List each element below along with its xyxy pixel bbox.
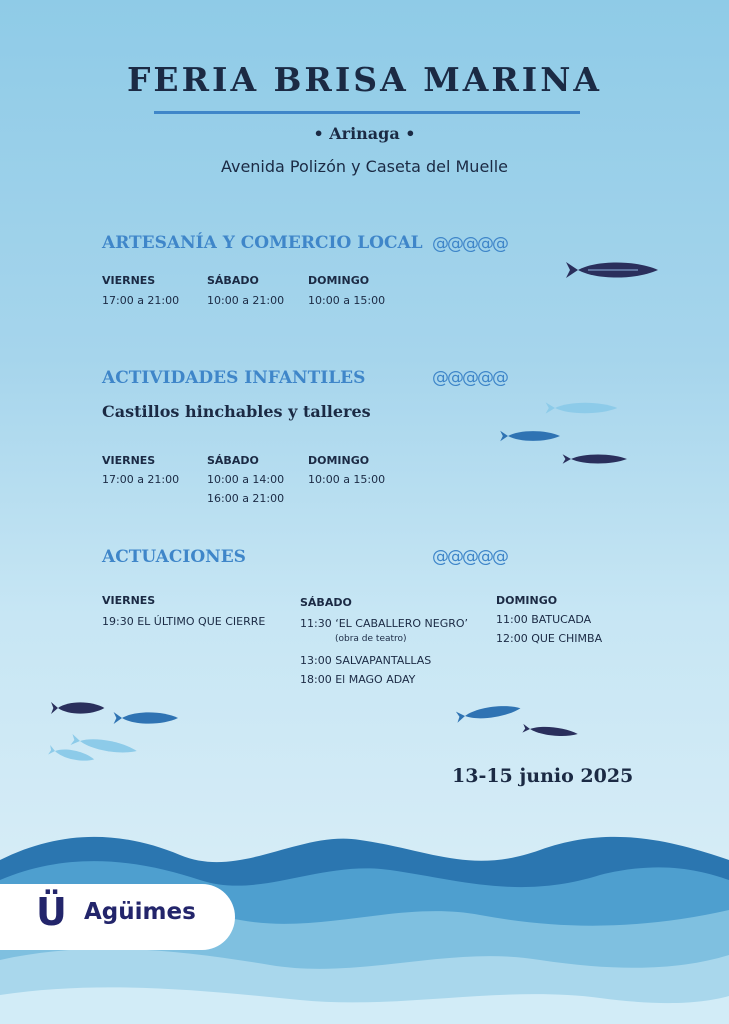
day-label: VIERNES <box>102 274 156 287</box>
event: 13:00 SALVAPANTALLAS <box>300 654 432 667</box>
section-title-shows: ACTUACIONES <box>102 547 246 567</box>
fish-icon <box>114 712 178 724</box>
fish-icon <box>51 702 104 714</box>
hours: 10:00 a 14:00 <box>207 473 285 486</box>
day-label: SÁBADO <box>300 596 352 609</box>
event: 12:00 QUE CHIMBA <box>496 632 603 645</box>
event-note: (obra de teatro) <box>335 634 407 644</box>
location-name: • Arinaga • <box>313 124 416 143</box>
fish-icon <box>48 745 95 764</box>
day-label: VIERNES <box>102 454 156 467</box>
event: 19:30 EL ÚLTIMO QUE CIERRE <box>102 615 266 628</box>
aguimes-logo-name: Agüimes <box>84 899 196 925</box>
kids-subtitle: Castillos hinchables y talleres <box>102 402 371 421</box>
fish-icon <box>500 431 560 441</box>
hours: 16:00 a 21:00 <box>207 492 285 505</box>
aguimes-logo-mark: Ü <box>36 890 67 934</box>
fish-icon <box>546 402 618 413</box>
day-label: DOMINGO <box>308 454 370 467</box>
hours: 10:00 a 15:00 <box>308 294 386 307</box>
hours: 17:00 a 21:00 <box>102 473 180 486</box>
section-title-kids: ACTIVIDADES INFANTILES <box>102 368 366 388</box>
event: 18:00 El MAGO ADAY <box>300 673 416 686</box>
day-label: DOMINGO <box>496 594 558 607</box>
fish-icon <box>563 454 627 464</box>
day-label: SÁBADO <box>207 274 259 287</box>
day-label: VIERNES <box>102 594 156 607</box>
fish-icon <box>522 724 578 739</box>
poster-title: FERIA BRISA MARINA <box>127 60 602 99</box>
day-label: SÁBADO <box>207 454 259 467</box>
hours: 10:00 a 15:00 <box>308 473 386 486</box>
address: Avenida Polizón y Caseta del Muelle <box>220 157 509 176</box>
event: 11:00 BATUCADA <box>496 613 592 626</box>
hours: 10:00 a 21:00 <box>207 294 285 307</box>
day-label: DOMINGO <box>308 274 370 287</box>
event: 11:30 ‘EL CABALLERO NEGRO’ <box>300 617 469 630</box>
section-title-crafts: ARTESANÍA Y COMERCIO LOCAL <box>102 233 423 253</box>
hours: 17:00 a 21:00 <box>102 294 180 307</box>
wave-icon: @@@@@ <box>432 547 507 567</box>
wave-icon: @@@@@ <box>432 368 507 388</box>
fish-icon <box>456 703 521 723</box>
event-dates: 13-15 junio 2025 <box>452 765 634 787</box>
fish-icon <box>566 262 658 278</box>
wave-icon: @@@@@ <box>432 234 507 254</box>
